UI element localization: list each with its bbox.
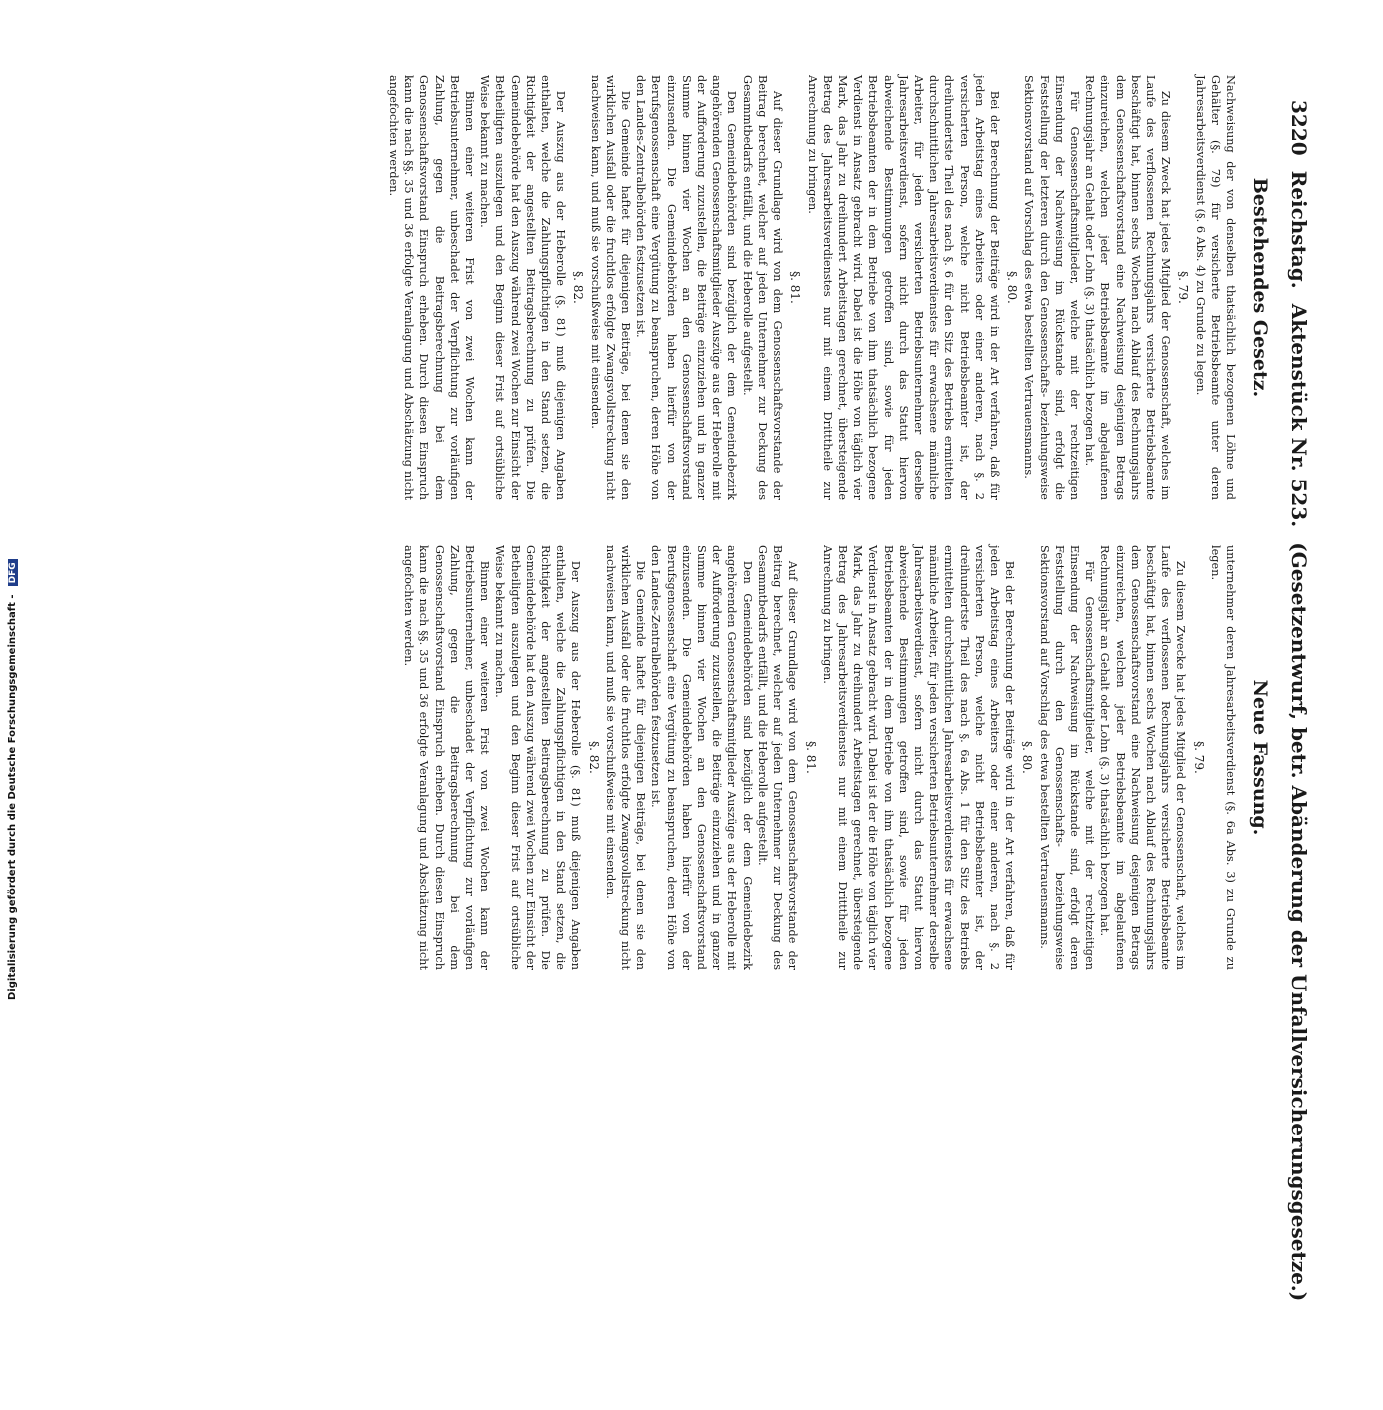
page-number: 3220 <box>1287 100 1311 156</box>
right-s81-paragraph: Die Gemeinde haftet für diejenigen Beiträge, bei denen sie den wirklichen Ausfall oder die fruchtlos erfolgte Zwangsvollstreckung nicht nachweisen kann, und muß sie vorschußweise mit einsenden. <box>603 545 648 970</box>
left-s79-paragraph: Zu diesem Zweck hat jedes Mitglied der Genossenschaft, welches im Laufe des verflossenen Rechnungsjahrs versicherte Betriebsbeamte beschäftigt hat, binnen sechs Wochen nach Ablauf des Rechnungsjahrs dem Genossenschaftsvorstand eine Nachweisung desjenigen Betrags einzureichen, welchen jeder Betriebsbeamte im abgelaufenen Rechnungsjahr an Gehalt oder Lohn (§. 3) thatsächlich bezogen hat. <box>1083 75 1173 500</box>
right-section-80: §. 80. <box>1020 741 1035 774</box>
left-section-82: §. 82. <box>571 271 586 304</box>
footer-strip <box>0 0 16 1000</box>
left-column-heading: Bestehendes Gesetz. <box>1249 177 1271 398</box>
left-column <box>386 75 1238 500</box>
left-s81-paragraph: Auf dieser Grundlage wird von dem Genossenschaftsvorstande der Beitrag berechnet, welcher auf jeden Unternehmer zur Deckung des Gesammtbedarfs entfällt, und die Heberolle aufgestellt. <box>740 75 785 500</box>
right-s82-paragraph: Der Auszug aus der Heberolle (§. 81) muß diejenigen Angaben enthalten, welche die Zahlungspflichtigen in den Stand setzen, die Richtigkeit der angestellten Beitragsberechnung zu prüfen. Die Gemeindebehörde hat den Auszug während zwei Wochen zur Einsicht der Betheiligten auszulegen und den Beginn dieser Frist auf ortsübliche Weise bekannt zu machen. <box>493 545 583 971</box>
right-s80-paragraph: Bei der Berechnung der Beiträge wird in der Art verfahren, daß für jeden Arbeitstag eines Arbeiters oder einer anderen, nach §. 2 versicherten Person, welche nicht Betriebsbeamter ist, der dreihundertste Theil des nach §. 6a Abs. 1 für den Sitz des Betriebs ermittelten durchschnittlichen Jahresarbeitsverdienstes für erwachsene männliche Arbeiter, für jeden versicherten Betriebsunternehmer derselbe Jahresarbeitsverdienst, sofern nicht durch das Statut hiervon abweichende Bestimmungen getroffen sind, sowie für jeden Betriebsbeamten der in dem Betriebe von ihm thatsächlich bezogene Verdienst in Ansatz gebracht wird. Dabei ist der die Höhe von täglich vier Mark, das Jahr zu dreihundert Arbeitstagen gerechnet, übersteigende Betrag des Jahresarbeitsverdienstes nur mit einem Dritttheile zur Anrechnung zu bringen. <box>820 545 1017 970</box>
header-title: Reichstag. <box>1287 170 1311 289</box>
right-section-79: §. 79. <box>1191 741 1206 774</box>
right-section-82: §. 82. <box>586 741 601 774</box>
header-document: Aktenstück Nr. 523. <box>1287 303 1311 528</box>
right-s81-paragraph: Auf dieser Grundlage wird von dem Genossenschaftsvorstande der Beitrag berechnet, welcher auf jeden Unternehmer zur Deckung des Gesammtbedarfs entfällt, und die Heberolle aufgestellt. <box>755 545 800 970</box>
right-s82-paragraph: Binnen einer weiteren Frist von zwei Wochen kann der Betriebsunternehmer, unbeschadet der Verpflichtung zur vorläufigen Zahlung, gegen die Beitragsberechnung bei dem Genossenschaftsvorstand Einspruch erheben. Durch diesen Einspruch kann die nach §§. 35 und 36 erfolgte Veranlagung und Abschätzung nicht angefochten werden. <box>402 545 492 970</box>
right-s81-paragraph: Den Gemeindebehörden sind bezüglich der dem Gemeindebezirk angehörenden Genossenschaftsmitglieder Auszüge aus der Heberolle mit der Aufforderung zuzustellen, die Beiträge einzuziehen und in ganzer Summe binnen vier Wochen an den Genossenschaftsvorstand einzusenden. Die Gemeindebehörden haben hierfür von der Berufsgenossenschaft eine Vergütung zu beanspruchen, deren Höhe von den Landes-Zentralbehörden festzusetzen ist. <box>649 545 754 970</box>
header-subject: (Gesetzentwurf, betr. Abänderung der Unfallversicherungsgesetze.) <box>1287 542 1311 1302</box>
left-s81-paragraph: Den Gemeindebehörden sind bezüglich der dem Gemeindebezirk angehörenden Genossenschaftsmitglieder Auszüge aus der Heberolle mit der Aufforderung zuzustellen, die Beiträge einzuziehen und in ganzer Summe binnen vier Wochen an den Genossenschaftsvorstand einzusenden. Die Gemeindebehörden haben hierfür von der Berufsgenossenschaft eine Vergütung zu beanspruchen, deren Höhe von den Landes-Zentralbehörden festzusetzen ist. <box>634 75 739 500</box>
left-s82-paragraph: Der Auszug aus der Heberolle (§. 81) muß diejenigen Angaben enthalten, welche die Zahlungspflichtigen in den Stand setzen, die Richtigkeit der angestellten Beitragsberechnung zu prüfen. Die Gemeindebehörde hat den Auszug während zwei Wochen zur Einsicht der Betheiligten auszulegen und den Beginn dieser Frist auf ortsübliche Weise bekannt zu machen. <box>478 75 568 501</box>
right-s79-paragraph: Für Genossenschaftsmitglieder, welche mit der rechtzeitigen Einsendung der Nachweisung im Rückstande sind, erfolgt deren Feststellung durch den Genossenschafts- beziehungsweise Sektionsvorstand auf Vorschlag des etwa bestellten Vertrauensmanns. <box>1037 545 1097 970</box>
left-section-80: §. 80. <box>1005 271 1020 304</box>
left-s80-paragraph: Bei der Berechnung der Beiträge wird in der Art verfahren, daß für jeden Arbeitstag eines Arbeiters oder einer anderen, nach §. 2 versicherten Person, welche nicht Betriebsbeamter ist, der dreihundertste Theil des nach §. 6 für den Sitz des Betriebs ermittelten durchschnittlichen Jahresarbeitsverdienstes für erwachsene männliche Arbeiter, für jeden versicherten Betriebsunternehmer derselbe Jahresarbeitsverdienst, sofern nicht durch das Statut hiervon abweichende Bestimmungen getroffen sind, sowie für jeden Betriebsbeamten der in dem Betriebe von ihm thatsächlich bezogene Verdienst in Ansatz gebracht wird. Dabei ist die Höhe von täglich vier Mark, das Jahr zu dreihundert Arbeitstagen gerechnet, übersteigende Betrag des Jahresarbeitsverdienstes nur mit einem Dritttheile zur Anrechnung zu bringen. <box>805 75 1001 500</box>
left-intro: Nachweisung der von denselben thatsächlich bezogenen Löhne und Gehälter (§. 79) für versicherte Betriebsbeamte unter deren Jahresarbeitsverdienst (§. 6 Abs. 4) zu Grunde zu legen. <box>1193 75 1237 500</box>
footer-credit: Digitalisierung gefördert durch die Deutsche Forschungsgemeinschaft - <box>7 594 18 1000</box>
right-s79-paragraph: Zu diesem Zwecke hat jedes Mitglied der Genossenschaft, welches im Laufe des verflossenen Rechnungsjahrs versicherte Betriebsbeamte beschäftigt hat, binnen sechs Wochen nach Ablauf des Rechnungsjahrs dem Genossenschaftsvorstand eine Nachweisung desjenigen Betrags einzureichen, welchen jeder Betriebsbeamte im abgelaufenen Rechnungsjahr an Gehalt oder Lohn (§. 3) thatsächlich bezogen hat. <box>1098 545 1188 970</box>
right-column-heading: Neue Fassung. <box>1249 679 1271 836</box>
left-s82-paragraph: Binnen einer weiteren Frist von zwei Wochen kann der Betriebsunternehmer, unbeschadet der Verpflichtung zur vorläufigen Zahlung, gegen die Beitragsberechnung bei dem Genossenschaftsvorstand Einspruch erheben. Durch diesen Einspruch kann die nach §§. 35 und 36 erfolgte Veranlagung und Abschätzung nicht angefochten werden. <box>387 75 477 500</box>
left-section-79: §. 79. <box>1176 271 1191 304</box>
right-section-81: §. 81. <box>803 741 818 774</box>
left-section-81: §. 81. <box>788 271 803 304</box>
left-s79-paragraph: Für Genossenschaftsmitglieder, welche mit der rechtzeitigen Einsendung der Nachweisung im Rückstande sind, erfolgt die Feststellung der letzteren durch den Genossenschafts- beziehungsweise Sektionsvorstand auf Vorschlag des etwa bestellten Vertrauensmanns. <box>1022 75 1081 500</box>
dfg-logo: DFG <box>8 559 18 586</box>
left-s81-paragraph: Die Gemeinde haftet für diejenigen Beiträge, bei denen sie den wirklichen Ausfall oder die fruchtlos erfolgte Zwangsvollstreckung nicht nachweisen kann, und muß sie vorschußweise mit einsenden. <box>588 75 633 500</box>
right-intro: unternehmer deren Jahresarbeitsverdienst (§. 6a Abs. 3) zu Grunde zu legen. <box>1208 545 1237 970</box>
right-column <box>401 545 1238 970</box>
page-header <box>1271 100 1311 1410</box>
